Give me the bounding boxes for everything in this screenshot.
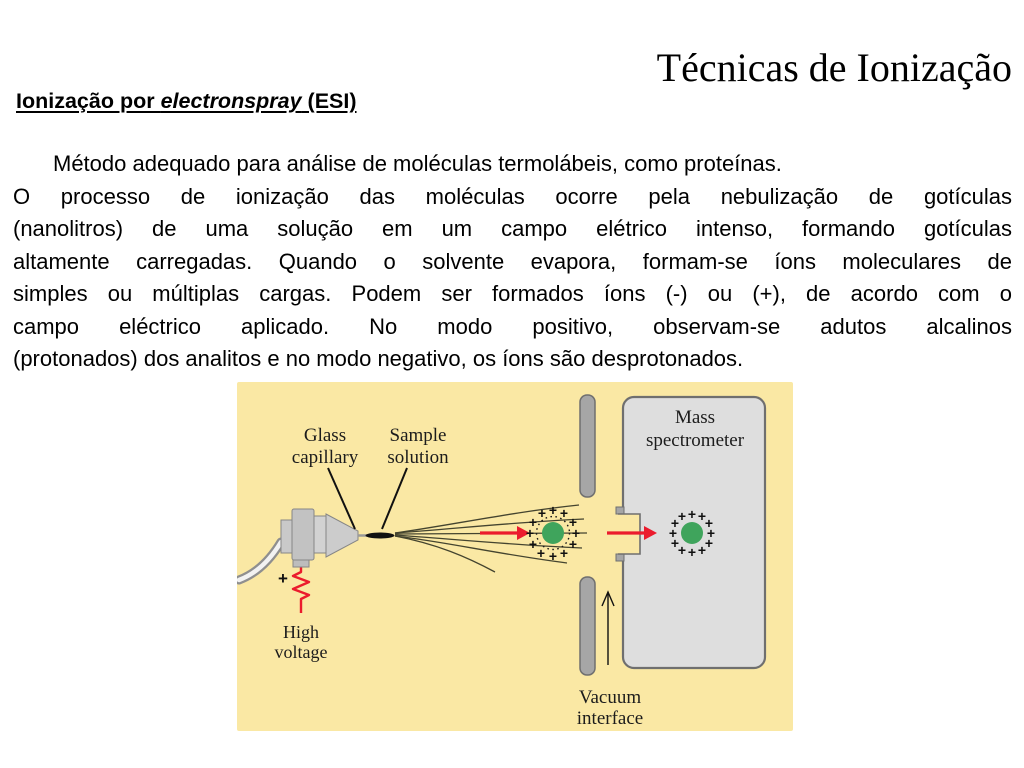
- plus-charge: +: [687, 544, 697, 560]
- plus-charge: +: [687, 506, 697, 522]
- esi-diagram-figure: [237, 382, 793, 731]
- nozzle-flange: [292, 509, 314, 560]
- body-line: (protonados) dos analitos e no modo negativo, os íons são desprotonados.: [13, 346, 744, 371]
- mass-spectrometer-label: spectrometer: [645, 430, 745, 451]
- plus-charge: +: [697, 542, 707, 558]
- plus-charge: +: [528, 514, 538, 530]
- plus-charge: +: [548, 502, 558, 518]
- ion-core: [681, 522, 703, 544]
- plus-charge: +: [278, 569, 288, 588]
- heading-suffix: (ESI): [301, 89, 357, 113]
- vacuum-interface-label: Vacuum: [578, 687, 642, 708]
- glass-capillary-label: Glass: [303, 425, 347, 446]
- sample-solution-label: solution: [387, 447, 449, 468]
- plus-charge: +: [697, 508, 707, 524]
- body-line: simples ou múltiplas cargas. Podem ser formados íons (-) ou (+), de acordo com o: [13, 281, 1012, 306]
- plus-charge: +: [536, 545, 546, 561]
- heading-prefix: Ionização por: [16, 89, 161, 113]
- plus-charge: +: [568, 536, 578, 552]
- vacuum-interface-label: interface: [576, 708, 644, 729]
- mass-spectrometer-label: Mass: [674, 407, 716, 428]
- plus-charge: +: [704, 535, 714, 551]
- plus-charge: +: [670, 535, 680, 551]
- plus-charge: +: [559, 545, 569, 561]
- plus-charge: +: [677, 542, 687, 558]
- body-line: Método adequado para análise de moléculas termolábeis, como proteínas.: [53, 151, 782, 176]
- inlet-lip-bottom: [616, 554, 624, 561]
- plus-charge: +: [528, 536, 538, 552]
- plus-charge: +: [706, 525, 716, 541]
- plus-charge: +: [670, 515, 680, 531]
- body-line: (nanolitros) de uma solução em um campo elétrico intenso, formando gotículas: [13, 216, 1012, 241]
- sample-solution-label: Sample: [389, 425, 447, 446]
- plus-charge: +: [704, 515, 714, 531]
- plus-charge: +: [537, 505, 547, 521]
- body-line: campo eléctrico aplicado. No modo positivo, observam-se adutos alcalinos: [13, 313, 1012, 339]
- inlet-lip-top: [616, 507, 624, 514]
- plus-charge: +: [548, 548, 558, 564]
- nozzle-ring: [314, 516, 326, 553]
- section-heading: [16, 89, 357, 114]
- plus-charge: +: [525, 525, 535, 541]
- heading-emphasis: electronspray: [160, 89, 302, 113]
- slide-title: Técnicas de Ionização: [656, 45, 1012, 90]
- body-line: O processo de ionização das moléculas ocorre pela nebulização de gotículas: [13, 183, 1012, 209]
- plus-charge: +: [677, 508, 687, 524]
- plus-charge: +: [559, 505, 569, 521]
- glass-capillary-label: capillary: [291, 447, 359, 468]
- vacuum-plate-top: [580, 395, 595, 497]
- high-voltage-label: voltage: [274, 642, 328, 662]
- droplet-core: [542, 522, 564, 544]
- plus-charge: +: [571, 525, 581, 541]
- body-text: [13, 148, 1012, 376]
- high-voltage-label: High: [283, 622, 319, 642]
- plus-charge: +: [568, 514, 578, 530]
- esi-diagram-svg: [237, 382, 793, 731]
- plus-charge: +: [668, 525, 678, 541]
- body-line: altamente carregadas. Quando o solvente evapora, formam-se íons moleculares de: [13, 248, 1012, 274]
- vacuum-plate-bottom: [580, 577, 595, 675]
- sample-tip: [366, 533, 395, 539]
